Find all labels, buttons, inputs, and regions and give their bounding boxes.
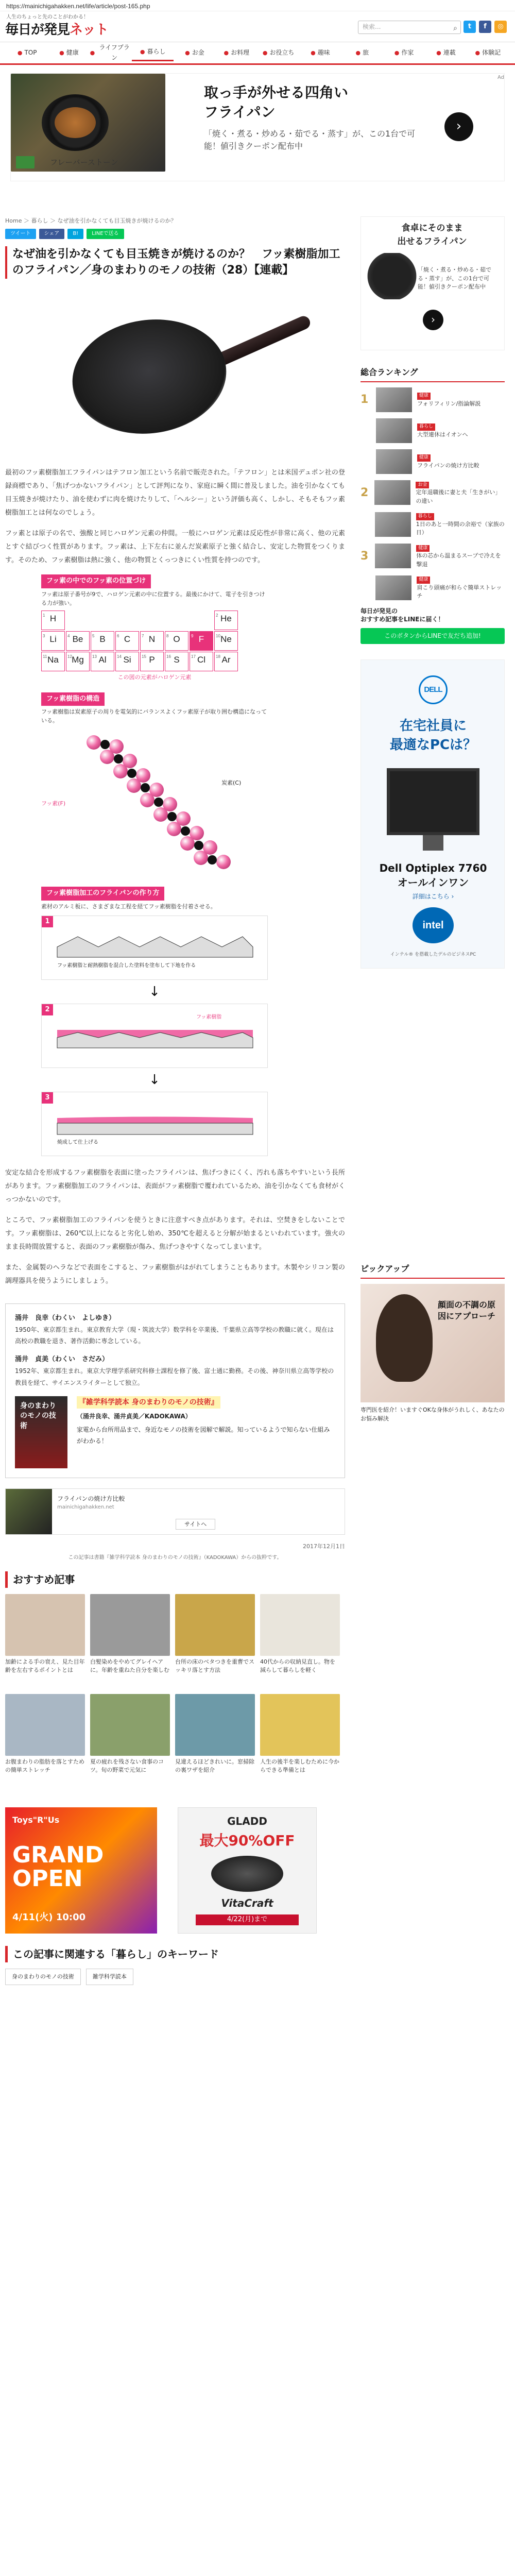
ranking-tag: 健康 — [417, 577, 430, 584]
ranking-title[interactable]: フォリフィリン/指論解説 — [417, 400, 481, 407]
fluorine-atom — [127, 778, 141, 793]
sidebar-ad-title: 食卓にそのまま 出せるフライパン — [397, 223, 467, 247]
carbon-atom — [208, 855, 217, 865]
step-2 — [41, 1004, 268, 1068]
nav-item-2[interactable] — [90, 45, 132, 61]
hero-frying-pan-image — [5, 284, 345, 459]
ranking-number: 3 — [360, 549, 369, 563]
recommend-item[interactable] — [175, 1594, 255, 1689]
line-promo-title: 毎日が発見の おすすめ記事をLINEに届く！ — [360, 607, 444, 623]
article-title: なぜ油を引かなくても目玉焼きが焼けるのか？ フッ素樹脂加工のフライパン／身のまわりのモノの技術（28）【連載】 — [5, 246, 345, 279]
carbon-atom — [127, 769, 136, 778]
step-number: 3 — [42, 1092, 53, 1104]
hatena-button[interactable]: B! — [67, 229, 83, 239]
ranking-image[interactable] — [376, 418, 412, 443]
arrow-down-icon: ↓ — [149, 1072, 160, 1088]
sidebar-ad[interactable] — [360, 216, 505, 350]
figure-resin-structure — [41, 692, 268, 877]
book-description: 家電から台所用品まで、身近なモノの技術を図解で解説。知っているようで知らない仕組みがわかる！ — [76, 1426, 330, 1445]
ranking-text[interactable] — [417, 575, 505, 601]
nav-label: 暮らし — [147, 48, 166, 56]
nav-icon: ● — [475, 49, 480, 56]
logo-main: 毎日が発見 — [5, 22, 70, 38]
link-card-title[interactable]: フライパンの焼け方比較 — [57, 1495, 125, 1502]
article-paragraph: ところで、フッ素樹脂加工のフライパンを使うときに注意すべき点があります。それは、空焚きをしないことです。フッ素樹脂は、260℃以上になると劣化し始め、350℃を超えると分解が始まるといわれています。強火のまま長時間放置すると、表面のフッ素樹脂が傷み、焦げつきやすくなってしまいます。 — [5, 1216, 345, 1251]
recommend-text[interactable]: お腹まわりの脂肪を落とすための簡単ストレッチ — [5, 1758, 84, 1774]
dell-note: インテル® を搭載したデルのビジネスPC — [390, 952, 476, 958]
step-3 — [41, 1092, 268, 1156]
nav-icon: ● — [394, 49, 400, 56]
nav-item-5[interactable] — [216, 45, 258, 61]
book-info — [15, 1396, 335, 1468]
recommend-image[interactable] — [90, 1694, 170, 1756]
book-cover[interactable]: 身のまわりのモノの技術 — [15, 1396, 67, 1468]
nav-item-10[interactable] — [425, 45, 467, 61]
figure-periodic-table — [41, 574, 268, 682]
nav-item-11[interactable] — [467, 45, 509, 61]
recommend-image[interactable] — [260, 1694, 340, 1756]
fluorine-atom — [180, 836, 195, 851]
promo-date: 4/11(火) 10:00 — [12, 1912, 86, 1923]
sidebar — [360, 216, 505, 1422]
nav-label: TOP — [24, 48, 37, 56]
pc-image — [387, 768, 479, 835]
logo-sub: ネット — [70, 22, 109, 38]
ranking-tag: お金 — [416, 482, 429, 489]
ranking-tag: 暮らし — [417, 423, 435, 431]
ranking-item[interactable] — [360, 512, 505, 537]
recommend-item[interactable] — [5, 1694, 85, 1789]
share-buttons — [5, 229, 345, 239]
fluorine-atom — [153, 807, 168, 822]
nav-label: 旅 — [363, 48, 369, 56]
ranking-tag: 暮らし — [416, 513, 434, 520]
recommend-item[interactable] — [260, 1694, 340, 1789]
carbon-atom — [141, 783, 150, 792]
ranking-title[interactable]: 肩こり頭痛が和らぐ簡単ストレッチ — [417, 584, 502, 600]
nav-label: 連載 — [443, 48, 456, 56]
ranking-text[interactable] — [417, 391, 480, 408]
ranking-tag: 健康 — [417, 393, 431, 400]
keyword-tags — [5, 1969, 345, 1985]
promo-brand: Toys"R"Us — [12, 1815, 60, 1825]
nav-icon: ● — [140, 48, 145, 56]
nav-icon: ● — [185, 49, 190, 56]
ranking-text[interactable] — [417, 422, 468, 439]
promo-banners — [5, 1807, 345, 1934]
keyword-tag[interactable]: 雑学科学読本 — [86, 1969, 133, 1985]
breadcrumb[interactable]: Home ＞ 暮らし ＞ なぜ油を引かなくても目玉焼きが焼けるのか？ — [5, 217, 177, 224]
keyword-tag[interactable]: 身のまわりのモノの技術 — [5, 1969, 81, 1985]
nav-icon: ● — [17, 49, 23, 56]
ranking-tag: 健康 — [416, 545, 430, 552]
recommend-item[interactable] — [5, 1594, 85, 1689]
ranking-image[interactable] — [374, 480, 410, 505]
pickup-heading: ピックアップ — [360, 1262, 505, 1279]
fluorine-atom — [113, 764, 128, 778]
nav-item-0[interactable] — [6, 45, 48, 61]
figure-text: 素材のアルミ板に、さまざまな工程を経てフッ素樹脂を付着させる。 — [41, 903, 216, 910]
ranking-heading: 総合ランキング — [360, 366, 505, 382]
author-name: 涌井 良幸（わくい よしゆき） — [15, 1314, 116, 1322]
recommend-image[interactable] — [5, 1694, 85, 1756]
figure-heading: フッ素の中でのフッ素の位置づけ — [41, 574, 151, 588]
figure-text: フッ素樹脂は炭素原子の周りを電気的にバランスよくフッ素原子が取り囲む構造になっている。 — [41, 708, 267, 724]
search-icon[interactable]: ⌕ — [453, 24, 457, 32]
nav-icon: ● — [436, 49, 441, 56]
article-paragraph: また、金属製のヘラなどで表面をこすると、フッ素樹脂がはがれてしまうこともあります。木製やシリコン製の調理器具を使うようにしましょう。 — [5, 1263, 345, 1285]
recommend-text[interactable]: 台所の床のベタつきを重曹でスッキリ落とす方法 — [175, 1658, 254, 1674]
source-note: この記事は書籍『雑学科学読本 身のまわりのモノの技術』（KADOKAWA）からの抜粋です。 — [68, 1555, 282, 1561]
recommend-item[interactable] — [260, 1594, 340, 1689]
ranking-image[interactable] — [375, 512, 411, 537]
step-2-diagram — [42, 1014, 268, 1061]
sidebar-ad-arrow-button[interactable]: › — [423, 310, 443, 330]
main-nav — [0, 42, 515, 65]
author-bio: 1952年、東京都生まれ。東京大学理学系研究科修士課程を修了後、富士通に勤務。その後、神奈川県立高等学校の教員を経て、サイエンスライターとして独立。 — [15, 1367, 334, 1386]
promo-discount: 最大90%OFF — [199, 1832, 295, 1850]
ranking-item[interactable] — [360, 449, 505, 474]
recommend-text[interactable]: 加齢による手の衰え、見た目年齢を左右するポイントとは — [5, 1658, 85, 1674]
ranking-item[interactable] — [360, 387, 505, 412]
nav-label: ライフプラン — [99, 44, 130, 61]
ad-brand-name: フレーバーストーン — [50, 158, 118, 167]
top-ad-banner[interactable] — [10, 73, 505, 181]
nav-icon: ● — [355, 49, 361, 56]
fluorine-atom — [216, 855, 231, 869]
carbon-atom — [194, 841, 203, 850]
recommend-item[interactable] — [90, 1594, 170, 1689]
step-3-text: 焼成して仕上げる — [57, 1139, 98, 1145]
nav-item-7[interactable] — [299, 45, 341, 61]
ad-arrow-button[interactable]: › — [444, 112, 473, 141]
recommend-text[interactable]: 見違えるほどきれいに。窓掃除の裏ワザを紹介 — [175, 1758, 254, 1774]
rss-icon[interactable]: ◎ — [494, 21, 507, 33]
facebook-share-button[interactable]: シェア — [39, 229, 65, 239]
fluorine-atom — [100, 750, 114, 764]
ranking-title[interactable]: 定年退職後に妻と夫「生きがい」の違い — [416, 489, 501, 504]
ranking-text[interactable] — [417, 453, 479, 470]
nav-icon: ● — [262, 49, 268, 56]
dell-ad[interactable] — [360, 659, 505, 969]
nav-label: 趣味 — [317, 48, 330, 56]
recommend-text[interactable]: 夏の疲れを残さない食事のコツ。旬の野菜で元気に — [90, 1758, 164, 1774]
ranking-item[interactable] — [360, 544, 505, 569]
pickup-section — [360, 1262, 505, 1423]
recommend-image[interactable] — [175, 1594, 255, 1656]
carbon-atom — [181, 826, 190, 836]
carbon-atom — [167, 812, 177, 821]
line-share-button[interactable]: LINEで送る — [87, 229, 124, 239]
step-1 — [41, 916, 268, 980]
dell-more-link[interactable]: 詳細はこちら › — [412, 893, 454, 901]
ranking-list — [360, 387, 505, 601]
recommend-text[interactable]: 白髪染めをやめてグレイヘアに。年齢を重ねた自分を楽しむ — [90, 1658, 169, 1674]
figure-text: フッ素は原子番号が9で、ハロゲン元素の中に位置する。最後にかけて、電子を引きつける力が強い。 — [41, 591, 265, 606]
fluorine-atom — [87, 735, 101, 750]
intel-logo: intel — [413, 907, 454, 943]
site-tagline: 人生のちょっと先のことがわかる！ — [6, 14, 89, 20]
author-bio: 1950年、東京都生まれ。東京教育大学（現・筑波大学）数学科を卒業後、千葉県立高等学校の教職に就く。現在は高校の教職を退き、著作活動に専念している。 — [15, 1326, 334, 1345]
ad-subtitle: 「焼く・煮る・炒める・茹でる・蒸す」が、この1台で可能！値引きクーポン配布中 — [204, 129, 416, 151]
promo-top: GLADD — [227, 1815, 267, 1828]
recommend-item[interactable] — [90, 1694, 170, 1789]
link-card-site: mainichigahakken.net — [57, 1504, 114, 1510]
ranking-item[interactable] — [360, 480, 505, 506]
recommend-grid — [5, 1594, 345, 1789]
promo-title: GRAND OPEN — [12, 1842, 104, 1892]
article-paragraph: 最初のフッ素樹脂加工フライパンはテフロン加工という名前で販売された。「テフロン」とは米国デュポン社の登録商標であり、「焦げつかないフライパン」として評判になり、家庭に瞬く間に普及しました。油を引かなくても目玉焼きが焼けたり、油を使わずに肉を焼けたりして、「ヘルシー」という評価も高く、しかし、そもそもフッ素樹脂加工とは何なのでしょう。 — [5, 469, 345, 517]
carbon-atom — [114, 754, 123, 764]
ranking-item[interactable] — [360, 575, 505, 601]
ranking-title[interactable]: 大型連休はイオンへ — [417, 431, 468, 438]
carbon-atom — [154, 798, 163, 807]
ad-mark[interactable]: Ad — [497, 75, 504, 80]
fluorine-atom — [194, 851, 208, 865]
browser-url[interactable]: https://mainichigahakken.net/life/article/post-165.php — [0, 0, 515, 11]
keyword-heading: この記事に関連する「暮らし」のキーワード — [5, 1946, 345, 1962]
recommend-item[interactable] — [175, 1694, 255, 1789]
pickup-image[interactable] — [360, 1284, 505, 1402]
carbon-label: 炭素(C) — [221, 779, 242, 787]
pot-image — [211, 1856, 283, 1892]
ranking-title[interactable]: 体の芯から温まるスープで冷えを撃退 — [416, 552, 501, 568]
author-profile — [5, 1303, 345, 1478]
nav-icon: ● — [90, 49, 95, 56]
fluorine-label: フッ素(F) — [41, 800, 66, 807]
pickup-sub: 専門医を紹介！いますぐOKな身体がうれしく、あなたのお悩み解決 — [360, 1406, 505, 1422]
recommend-text[interactable]: 人生の後半を楽しむために今からできる準備とは — [260, 1758, 339, 1774]
figure-manufacturing — [41, 887, 268, 1156]
ad-brand — [16, 156, 118, 168]
recommend-text[interactable]: 40代からの収納見直し。物を減らして暮らしを軽く — [260, 1658, 335, 1674]
dell-headline: 在宅社員に 最適なPCは？ — [389, 718, 477, 753]
carbon-atom — [100, 740, 110, 749]
pc-stand — [423, 835, 443, 851]
step-1-text: フッ素樹脂と耐熱樹脂を混合した塗料を塗布して下地を作る — [57, 962, 196, 969]
article-paragraph: フッ素とは原子の名で、強酸と同じハロゲン元素の仲間。一般にハロゲン元素は反応性が非常に高く、他の元素とすぐ結びつく性質があります。フッ素は、上下左右に並んだ炭素原子と強く結合し、安定した物質をつくります。そのため、フッ素樹脂は熱に強く、他の物質とくっつきにくい性質を持つのです。 — [5, 530, 345, 565]
periodic-table: 1 H 2 He 3 Li 4 Be 5 B 6 C 7 N 8 O 9 F 10 Ne 11 Na 12 Mg 13 Al 14 Si 15 P 16 S 17 Cl 18 Ar — [41, 611, 268, 671]
recommend-heading: おすすめ記事 — [5, 1571, 345, 1588]
nav-label: お金 — [192, 48, 204, 56]
nav-icon: ● — [59, 49, 64, 56]
ranking-number: 1 — [360, 393, 369, 406]
figure-caption: この図の元素がハロゲン元素 — [117, 674, 192, 681]
ranking-item[interactable] — [360, 418, 505, 443]
nav-label: 体験記 — [482, 48, 501, 56]
nav-item-9[interactable] — [383, 45, 425, 61]
recommend-image[interactable] — [175, 1694, 255, 1756]
nav-icon: ● — [311, 49, 316, 56]
book-title[interactable]: 『雑学科学読本 身のまわりのモノの技術』 — [77, 1396, 220, 1409]
ranking-image[interactable] — [375, 544, 411, 568]
search-input[interactable]: 検索... — [358, 21, 461, 34]
tweet-button[interactable]: ツイート — [5, 229, 36, 239]
nav-label: 健康 — [66, 48, 79, 56]
nav-item-8[interactable] — [341, 45, 383, 61]
molecule-chain-diagram — [41, 727, 268, 876]
link-card-button[interactable]: サイトへ — [176, 1519, 215, 1530]
recommend-image[interactable] — [260, 1594, 340, 1656]
figure-heading: フッ素樹脂加工のフライパンの作り方 — [41, 887, 164, 901]
ranking-title[interactable]: フライパンの焼け方比較 — [417, 462, 479, 469]
nav-label: お料理 — [231, 48, 250, 56]
nav-icon: ● — [224, 49, 229, 56]
keyword-section — [5, 1946, 345, 1985]
step-2-text: フッ素樹脂 — [196, 1014, 222, 1020]
line-add-button[interactable]: このボタンからLINEで友だち追加! — [360, 628, 505, 644]
link-card-image — [6, 1489, 52, 1534]
twitter-icon[interactable]: t — [464, 21, 476, 33]
promo-right-date: 4/22(月)まで — [196, 1914, 299, 1925]
ranking-text[interactable] — [416, 544, 505, 569]
article-paragraph: 安定な結合を形成するフッ素樹脂を表面に塗ったフライパンは、焦げつきにくく、汚れも落ちやすいという長所があります。フッ素樹脂加工のフライパンは、表面がフッ素樹脂で覆われているため、油を引かなくても食材がくっつかないのです。 — [5, 1168, 345, 1204]
dell-logo: DELL — [419, 675, 448, 704]
promo-brand-right: VitaCraft — [221, 1896, 273, 1909]
ad-title: 取っ手が外せる四角い フライパン — [204, 84, 349, 121]
book-author: （涌井良幸、涌井貞美／KADOKAWA） — [76, 1412, 192, 1420]
site-logo[interactable] — [5, 20, 108, 41]
vitacraft-ad[interactable] — [178, 1807, 317, 1934]
author-name: 涌井 貞美（わくい さだみ） — [15, 1355, 109, 1364]
brand-logo-icon — [16, 156, 35, 168]
figure-heading: フッ素樹脂の構造 — [41, 692, 105, 706]
step-number: 1 — [42, 916, 53, 927]
main-column — [5, 216, 345, 1985]
fluorine-atom — [140, 793, 154, 807]
nav-label: 作家 — [401, 48, 414, 56]
ranking-text[interactable] — [416, 512, 505, 537]
recommend-image[interactable] — [5, 1594, 85, 1656]
arrow-down-icon: ↓ — [149, 984, 160, 999]
ranking-image[interactable] — [376, 387, 412, 412]
recommend-image[interactable] — [90, 1594, 170, 1656]
publish-date: 2017年12月1日 — [303, 1543, 345, 1550]
toysrus-ad[interactable] — [5, 1807, 157, 1934]
facebook-icon[interactable]: f — [479, 21, 491, 33]
nav-item-4[interactable] — [174, 45, 215, 61]
site-header — [0, 11, 515, 42]
ranking-image[interactable] — [375, 575, 411, 600]
ranking-text[interactable] — [416, 480, 505, 506]
nav-label: お役立ち — [269, 48, 295, 56]
nav-item-3[interactable] — [132, 45, 174, 61]
sidebar-ad-sub: 「焼く・煮る・炒める・茹でる・蒸す」が、この1台で可能！値引きクーポン配布中 — [418, 266, 491, 290]
ranking-image[interactable] — [376, 449, 412, 474]
dell-model: Dell Optiplex 7760 オールインワン — [379, 862, 487, 889]
fluorine-atom — [167, 822, 181, 836]
nav-item-6[interactable] — [258, 45, 299, 61]
ranking-title[interactable]: 1日のあと一時間の余裕で（家族の日） — [416, 520, 505, 536]
step-number: 2 — [42, 1004, 53, 1015]
sidebar-ad-pan-image — [366, 253, 418, 299]
link-card[interactable] — [5, 1488, 345, 1535]
ranking-number: 2 — [360, 486, 369, 499]
pickup-headline: 顔面の不調の原因にアプローチ — [438, 1299, 496, 1321]
ranking-tag: 健康 — [417, 454, 431, 462]
nav-item-1[interactable] — [48, 45, 90, 61]
